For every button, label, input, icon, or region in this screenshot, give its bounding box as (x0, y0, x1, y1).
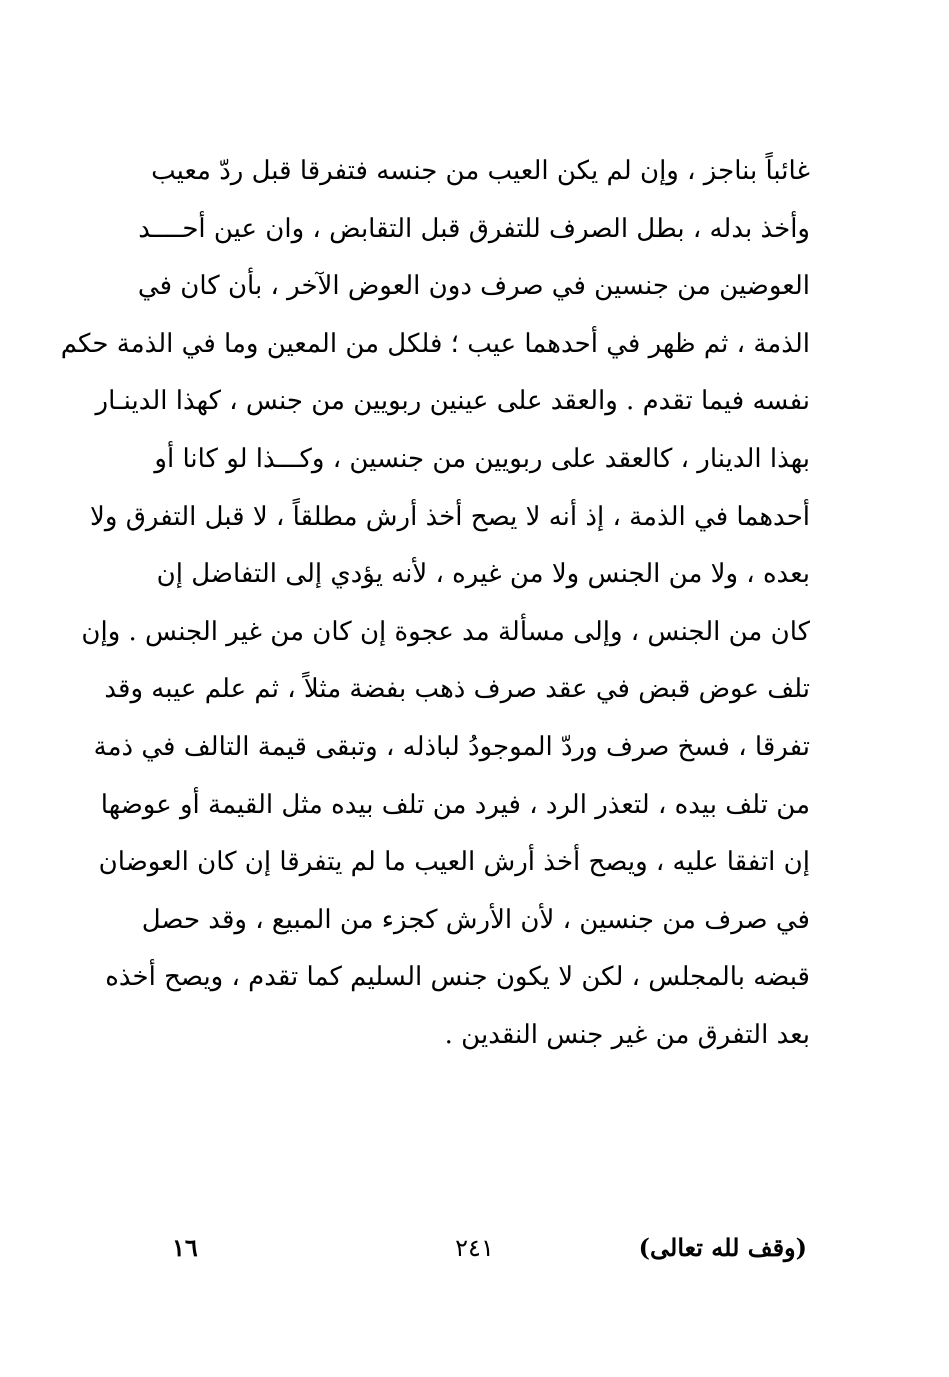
text-line: العوضين من جنسين في صرف دون العوض الآخر ، بأن كان في (137, 271, 810, 302)
text-line: أحدهما في الذمة ، إذ أنه لا يصح أخذ أرش مطلقاً ، لا قبل التفرق ولا (90, 501, 810, 532)
text-line: بهذا الدينار ، كالعقد على ربويين من جنسين ، وكـــذا لو كانا أو (154, 443, 810, 474)
text-line: بعده ، ولا من الجنس ولا من غيره ، لأنه يؤدي إلى التفاضل إن (156, 559, 810, 590)
text-line: إن اتفقا عليه ، ويصح أخذ أرش العيب ما لم يتفرقا إن كان العوضان (98, 847, 810, 878)
signature-number: ١٦ (172, 1233, 198, 1262)
body-text (60, 143, 810, 1065)
text-line: من تلف بيده ، لتعذر الرد ، فيرد من تلف بيده مثل القيمة أو عوضها (100, 789, 810, 820)
text-line: تفرقا ، فسخ صرف وردّ الموجودُ لباذله ، وتبقى قيمة التالف في ذمة (93, 731, 810, 762)
text-line: قبضه بالمجلس ، لكن لا يكون جنس السليم كما تقدم ، ويصح أخذه (105, 962, 810, 993)
text-line: بعد التفرق من غير جنس النقدين . (444, 1019, 810, 1050)
text-line: الذمة ، ثم ظهر في أحدهما عيب ؛ فلكل من المعين وما في الذمة حكم (60, 328, 810, 359)
text-line: وأخذ بدله ، بطل الصرف للتفرق قبل التقابض ، وان عين أحــــد (138, 213, 810, 244)
text-line: كان من الجنس ، وإلى مسألة مد عجوة إن كان من غير الجنس . وإن (81, 616, 810, 647)
text-line: غائباً بناجز ، وإن لم يكن العيب من جنسه فتفرقا قبل ردّ معيب (151, 156, 810, 186)
text-line: في صرف من جنسين ، لأن الأرش كجزء من المبيع ، وقد حصل (141, 904, 810, 935)
text-line: نفسه فيما تقدم . والعقد على عينين ربويين من جنس ، كهذا الدينـار (95, 386, 810, 417)
text-line: تلف عوض قبض في عقد صرف ذهب بفضة مثلاً ، ثم علم عيبه وقد (104, 674, 810, 705)
waqf-note: (وقف لله تعالى) (638, 1233, 807, 1262)
page-number: ٢٤١ (455, 1234, 494, 1262)
